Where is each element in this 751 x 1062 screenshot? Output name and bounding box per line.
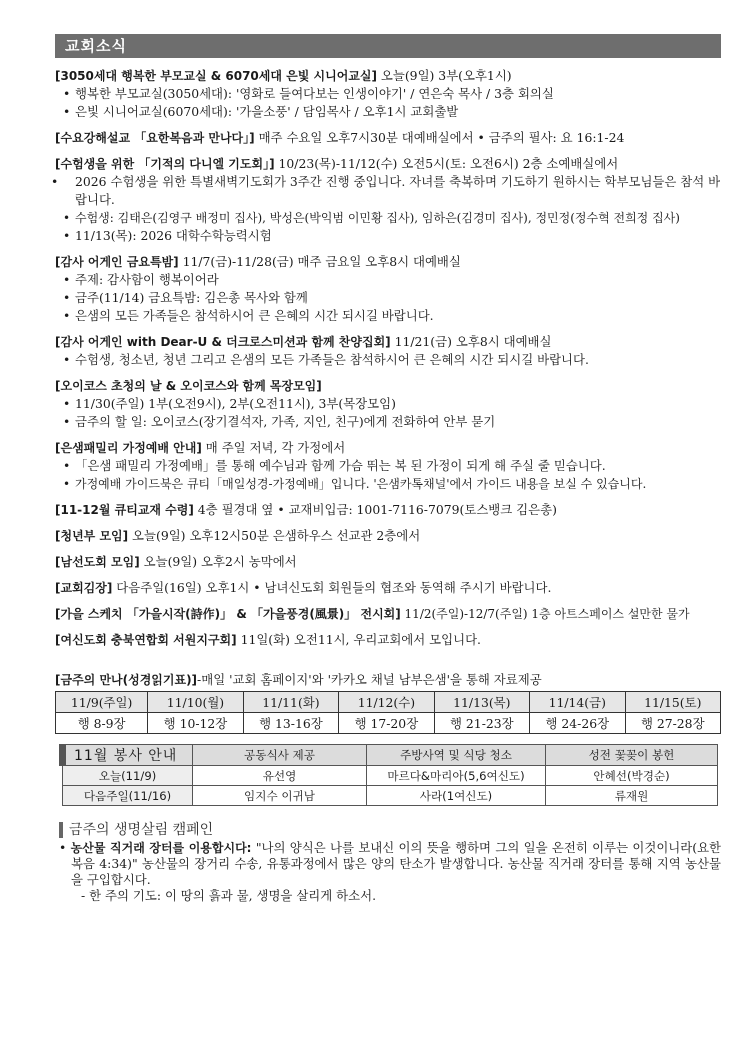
row-label: 다음주일(11/16) (63, 786, 193, 806)
item-bullet: 「은샘 패밀리 가정예배」를 통해 예수님과 함께 가슴 뛰는 복 된 가정이 되게 해 주실 줄 믿습니다. (75, 458, 606, 473)
bullet-icon: • (63, 308, 71, 323)
chapter-cell: 행 24-26장 (530, 713, 625, 734)
chapter-cell: 행 21-23장 (434, 713, 529, 734)
item-bullet: 은샘의 모든 가족들은 참석하시어 큰 은혜의 시간 되시길 바랍니다. (75, 308, 434, 323)
service-table (59, 744, 718, 806)
bullet-icon: • (63, 290, 71, 305)
news-item-exhibition (55, 605, 721, 623)
bullet-icon: • (63, 104, 71, 119)
bullet-icon: • (59, 840, 71, 855)
day-cell: 11/15(토) (625, 692, 721, 713)
item-bullet: 가정예배 가이드북은 큐티「매일성경-가정예배」입니다. '은샘카톡채널'에서 가이드 내용을 보실 수 있습니다. (75, 477, 647, 491)
item-title: [청년부 모임] (55, 529, 129, 543)
bullet-icon: • (63, 396, 71, 411)
campaign-text: "나의 양식은 나를 보내신 이의 뜻을 행하며 그의 일을 온전히 이루는 이것이니라(요한복음 4:34)" 농산물의 장거리 수송, 유통과정에서 많은 양의 탄소가 발생합니다. 농산물 직거래 장터를 통해 지역 농산물을 구입합시다. (71, 840, 722, 887)
news-item-family-worship (55, 439, 721, 493)
service-caption: 11월 봉사 안내 (63, 745, 193, 766)
item-title: [수요강해설교 「요한복음과 만나다」] (55, 131, 255, 145)
item-text: 11/7(금)-11/28(금) 매주 금요일 오후8시 대예배실 (178, 254, 461, 269)
item-text: 오늘(9일) 오후2시 농막에서 (139, 554, 297, 569)
item-title: [교회김장] (55, 581, 113, 595)
column-header: 공동식사 제공 (193, 745, 367, 766)
campaign-title: 금주의 생명살림 캠페인 (59, 822, 721, 838)
item-title: [수험생을 위한 「기적의 다니엘 기도회」] (55, 157, 275, 171)
table-row (63, 766, 718, 786)
news-item-qt-material (55, 501, 721, 519)
bullet-icon: • (63, 272, 71, 287)
reading-plan-table (55, 691, 721, 734)
column-header: 주방사역 및 식당 청소 (367, 745, 546, 766)
bullet-icon: • (63, 458, 71, 473)
news-item-kimchi (55, 579, 721, 597)
item-bullet: 행복한 부모교실(3050세대): '영화로 들여다보는 인생이야기' / 연은숙 목사 / 3층 회의실 (75, 86, 554, 101)
column-header: 성전 꽃꽂이 봉헌 (546, 745, 718, 766)
day-cell: 11/14(금) (530, 692, 625, 713)
item-text: 오늘(9일) 오후12시50분 은샘하우스 선교관 2층에서 (128, 528, 421, 543)
item-text: 10/23(목)-11/12(수) 오전5시(토: 오전6시) 2층 소예배실에서 (274, 156, 619, 171)
table-cell: 안혜선(박경순) (546, 766, 718, 786)
item-title: [11-12월 큐티교재 수령] (55, 503, 194, 517)
table-cell: 임지수 이귀남 (193, 786, 367, 806)
news-item-men (55, 553, 721, 571)
item-bullet: 은빛 시니어교실(6070세대): '가을소풍' / 담임목사 / 오후1시 교회출발 (75, 104, 459, 119)
bullet-icon: • (63, 86, 71, 101)
chapter-cell: 행 17-20장 (339, 713, 434, 734)
item-title: [가을 스케치 「가을시작(詩作)」 & 「가을풍경(風景)」 전시회] (55, 607, 401, 621)
table-cell: 마르다&마리아(5,6여신도) (367, 766, 546, 786)
row-label: 오늘(11/9) (63, 766, 193, 786)
item-text: 11일(화) 오전11시, 우리교회에서 모입니다. (236, 632, 481, 647)
item-bullet: 금주(11/14) 금요특밤: 김은총 목사와 함께 (75, 290, 308, 305)
reading-plan-heading (55, 671, 721, 689)
item-bullet: 11/30(주일) 1부(오전9시), 2부(오전11시), 3부(목장모임) (75, 396, 396, 411)
news-item-women (55, 631, 721, 649)
day-cell: 11/9(주일) (56, 692, 148, 713)
section-header: 교회소식 (55, 34, 721, 58)
item-title: [남선도회 모임] (55, 555, 140, 569)
item-title: [3050세대 행복한 부모교실 & 6070세대 은빛 시니어교실] (55, 69, 377, 83)
table-cell: 유선영 (193, 766, 367, 786)
reading-title: [금주의 만나(성경읽기표)] (55, 673, 198, 687)
bullet-icon: • (63, 352, 71, 367)
item-text: 4층 필경대 옆 • 교재비입금: 1001-7116-7079(토스뱅크 김은총) (193, 502, 557, 517)
chapter-cell: 행 8-9장 (56, 713, 148, 734)
news-item-youth (55, 527, 721, 545)
item-text: 11/21(금) 오후8시 대예배실 (390, 334, 552, 349)
chapter-cell: 행 13-16장 (243, 713, 338, 734)
chapter-cell: 행 10-12장 (148, 713, 243, 734)
item-title: [감사 어게인 with Dear-U & 더크로스미션과 함께 찬양집회] (55, 335, 391, 349)
item-title: [감사 어게인 금요특밤] (55, 255, 179, 269)
campaign-bold: 농산물 직거래 장터를 이용합시다: (70, 841, 252, 855)
table-row (63, 786, 718, 806)
item-bullet: 금주의 할 일: 오이코스(장기결석자, 가족, 지인, 친구)에게 전화하여 안부 묻기 (75, 414, 496, 429)
news-item-friday-night (55, 253, 721, 325)
item-bullet: 수험생: 김태은(김영구 배정미 집사), 박성은(박익범 이민황 집사), 임하은(김경미 집사), 정민정(정수혁 전희정 집사) (75, 211, 680, 225)
campaign-body (55, 840, 721, 904)
news-item-daniel-prayer (51, 155, 721, 245)
day-cell: 11/11(화) (243, 692, 338, 713)
news-item-wednesday-sermon (55, 129, 721, 147)
item-text: 매 주일 저녁, 각 가정에서 (201, 440, 346, 455)
item-title: [여신도회 충북연합회 서원지구회] (55, 633, 237, 647)
table-cell: 사라(1여신도) (367, 786, 546, 806)
day-cell: 11/12(수) (339, 692, 434, 713)
bullet-icon: • (63, 211, 71, 225)
item-bullet: 수험생, 청소년, 청년 그리고 은샘의 모든 가족들은 참석하시어 큰 은혜의 시간 되시길 바랍니다. (75, 352, 589, 367)
bullet-icon: • (51, 174, 59, 189)
item-title: [은샘패밀리 가정예배 안내] (55, 441, 202, 455)
item-text: 오늘(9일) 3부(오후1시) (376, 68, 512, 83)
item-title: [오이코스 초청의 날 & 오이코스와 함께 목장모임] (55, 379, 322, 393)
day-cell: 11/10(월) (148, 692, 243, 713)
table-row (56, 713, 721, 734)
bullet-icon: • (63, 477, 71, 491)
table-cell: 류재원 (546, 786, 718, 806)
table-row (63, 745, 718, 766)
item-bullet: 주제: 감사함이 행복이어라 (75, 272, 219, 287)
news-item-worship-concert (55, 333, 721, 369)
reading-subtitle: -매일 '교회 홈페이지'와 '카카오 채널 남부은샘'을 통해 자료제공 (197, 672, 542, 687)
chapter-cell: 행 27-28장 (625, 713, 721, 734)
item-text: 11/2(주일)-12/7(주일) 1층 아트스페이스 설만한 물가 (400, 607, 690, 621)
table-row (56, 692, 721, 713)
news-item-oikos (55, 377, 721, 431)
day-cell: 11/13(목) (434, 692, 529, 713)
bulletin-page (51, 34, 722, 904)
bullet-icon: • (63, 414, 71, 429)
item-text: 다음주일(16일) 오후1시 • 남녀신도회 회원들의 협조와 동역해 주시기 바랍니다. (112, 580, 552, 595)
item-bullet: 2026 수험생을 위한 특별새벽기도회가 3주간 진행 중입니다. 자녀를 축복하며 기도하기 원하시는 학부모님들은 참석 바랍니다. (75, 174, 721, 207)
news-item-parent-class (55, 67, 721, 121)
campaign-prayer: - 한 주의 기도: 이 땅의 흙과 물, 생명을 살리게 하소서. (81, 888, 377, 903)
bullet-icon: • (63, 228, 71, 243)
item-text: 매주 수요일 오후7시30분 대예배실에서 • 금주의 필사: 요 16:1-24 (254, 130, 625, 145)
item-bullet: 11/13(목): 2026 대학수학능력시험 (75, 228, 272, 243)
